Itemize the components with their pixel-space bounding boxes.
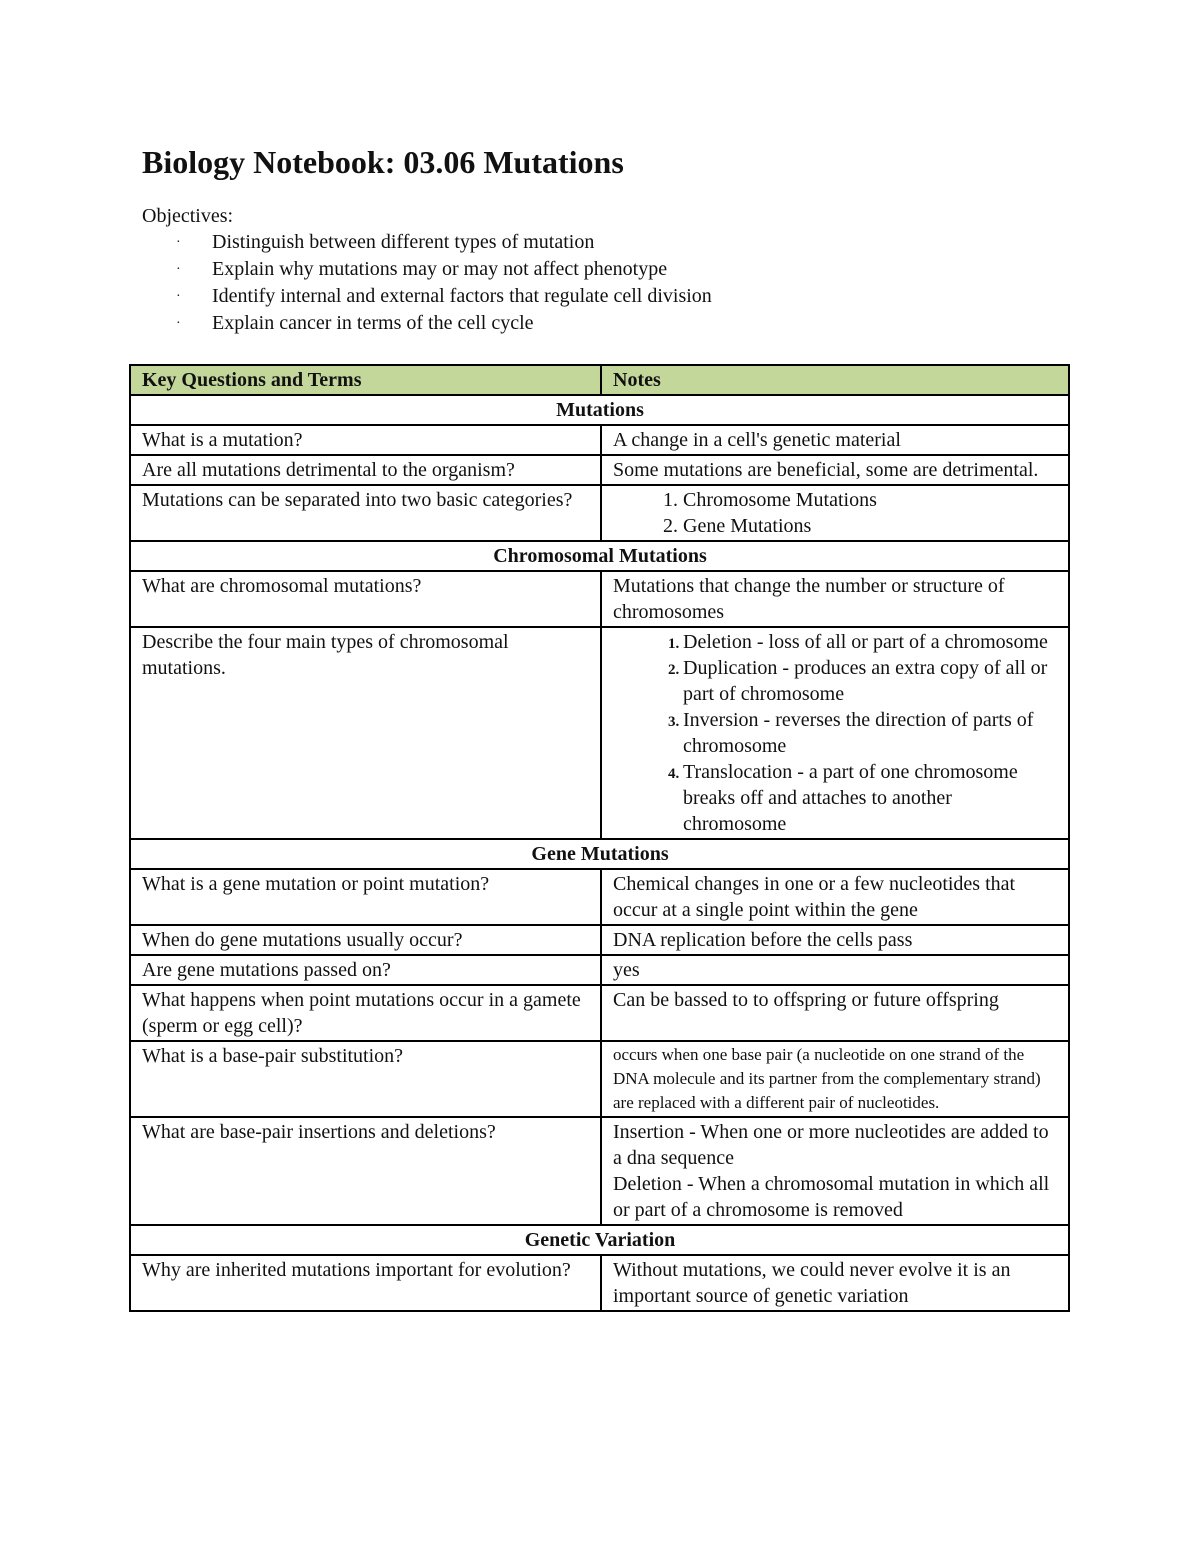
bullet-icon: · — [176, 289, 181, 304]
objectives-list — [142, 229, 712, 337]
table-row — [130, 1041, 1069, 1117]
notes-cell: Can be bassed to to offspring or future offspring — [601, 985, 1069, 1041]
section-row — [130, 839, 1069, 869]
objective-item — [142, 229, 712, 256]
notes-cell — [601, 627, 1069, 839]
objective-item — [142, 283, 712, 310]
question-cell: What is a base-pair substitution? — [130, 1041, 601, 1117]
table-row — [130, 1255, 1069, 1311]
table-row — [130, 925, 1069, 955]
question-cell: Are gene mutations passed on? — [130, 955, 601, 985]
notes-cell: Some mutations are beneficial, some are detrimental. — [601, 455, 1069, 485]
question-cell: What happens when point mutations occur in a gamete (sperm or egg cell)? — [130, 985, 601, 1041]
bullet-icon: · — [176, 235, 181, 250]
page-title: Biology Notebook: 03.06 Mutations — [142, 144, 624, 180]
list-item: 3. Inversion - reverses the direction of parts of chromosome — [683, 707, 1058, 759]
notes-cell: Without mutations, we could never evolve it is an important source of genetic variation — [601, 1255, 1069, 1311]
header-notes: Notes — [601, 365, 1069, 395]
question-cell: When do gene mutations usually occur? — [130, 925, 601, 955]
table-row — [130, 571, 1069, 627]
list-item: 1. Chromosome Mutations — [683, 487, 1058, 513]
notes-table — [129, 364, 1070, 1312]
table-row — [130, 1117, 1069, 1225]
section-title: Gene Mutations — [130, 839, 1069, 869]
question-cell: Describe the four main types of chromosomal mutations. — [130, 627, 601, 839]
list-item: 4. Translocation - a part of one chromosome breaks off and attaches to another chromosome — [683, 759, 1058, 837]
objective-text: Distinguish between different types of mutation — [212, 231, 595, 253]
bullet-icon: · — [176, 316, 181, 331]
objective-item — [142, 310, 712, 337]
section-title: Genetic Variation — [130, 1225, 1069, 1255]
table-header-row — [130, 365, 1069, 395]
table-row — [130, 869, 1069, 925]
section-row — [130, 541, 1069, 571]
table-row — [130, 955, 1069, 985]
list-item: 2. Gene Mutations — [683, 513, 1058, 539]
table-row — [130, 425, 1069, 455]
notes-cell: Mutations that change the number or structure of chromosomes — [601, 571, 1069, 627]
question-cell: What are base-pair insertions and deletions? — [130, 1117, 601, 1225]
notes-cell: occurs when one base pair (a nucleotide on one strand of the DNA molecule and its partner from the complementary strand) are replaced with a different pair of nucleotides. — [601, 1041, 1069, 1117]
question-cell: Mutations can be separated into two basic categories? — [130, 485, 601, 541]
header-key-questions: Key Questions and Terms — [130, 365, 601, 395]
objective-text: Identify internal and external factors that regulate cell division — [212, 285, 712, 307]
notes-list — [613, 629, 1058, 837]
list-item: 1. Deletion - loss of all or part of a chromosome — [683, 629, 1058, 655]
bullet-icon: · — [176, 262, 181, 277]
notes-cell — [601, 485, 1069, 541]
section-row — [130, 395, 1069, 425]
table-row — [130, 627, 1069, 839]
question-cell: What is a mutation? — [130, 425, 601, 455]
question-cell: Why are inherited mutations important for evolution? — [130, 1255, 601, 1311]
notes-cell: DNA replication before the cells pass — [601, 925, 1069, 955]
question-cell: What are chromosomal mutations? — [130, 571, 601, 627]
question-cell: Are all mutations detrimental to the organism? — [130, 455, 601, 485]
table-row — [130, 455, 1069, 485]
objective-text: Explain why mutations may or may not affect phenotype — [212, 258, 668, 280]
table-row — [130, 985, 1069, 1041]
section-row — [130, 1225, 1069, 1255]
notes-cell: yes — [601, 955, 1069, 985]
section-title: Chromosomal Mutations — [130, 541, 1069, 571]
notes-cell: A change in a cell's genetic material — [601, 425, 1069, 455]
objective-item — [142, 256, 712, 283]
objective-text: Explain cancer in terms of the cell cycle — [212, 312, 534, 334]
notes-line: Deletion - When a chromosomal mutation in which all or part of a chromosome is removed — [613, 1173, 1050, 1221]
table-row — [130, 485, 1069, 541]
question-cell: What is a gene mutation or point mutation? — [130, 869, 601, 925]
list-item: 2. Duplication - produces an extra copy of all or part of chromosome — [683, 655, 1058, 707]
notes-line: Insertion - When one or more nucleotides are added to a dna sequence — [613, 1121, 1049, 1169]
notes-cell — [601, 1117, 1069, 1225]
objectives-label: Objectives: — [142, 205, 234, 227]
notes-cell: Chemical changes in one or a few nucleotides that occur at a single point within the gene — [601, 869, 1069, 925]
section-title: Mutations — [130, 395, 1069, 425]
notes-list — [613, 487, 1058, 539]
